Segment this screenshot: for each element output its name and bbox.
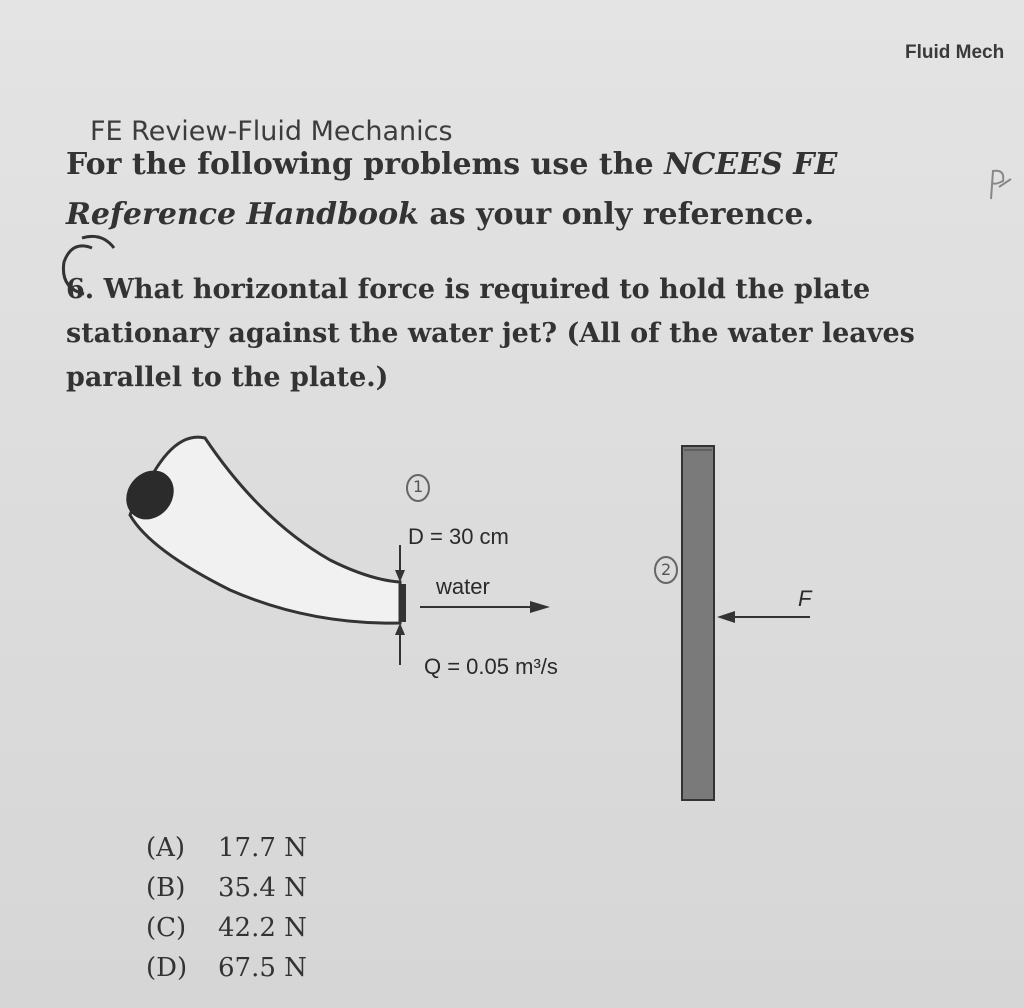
- question-number: 6.: [66, 274, 95, 305]
- answer-d-value: 67.5 N: [218, 953, 307, 983]
- answer-a-value: 17.7 N: [218, 833, 307, 863]
- instructions-ncees: NCEES FE: [664, 147, 838, 182]
- jet-plate-diagram: [110, 420, 870, 820]
- answer-c-value: 42.2 N: [218, 913, 307, 943]
- answer-choices: [146, 828, 307, 988]
- force-label: F: [798, 586, 812, 611]
- instructions-suffix: as your only reference.: [418, 197, 815, 232]
- plate: [682, 446, 714, 800]
- force-arrow: [717, 611, 810, 623]
- answer-c-letter: (C): [146, 913, 187, 943]
- fluid-label: water: [436, 574, 490, 599]
- diameter-label: D = 30 cm: [408, 524, 509, 549]
- nozzle: [116, 437, 406, 623]
- answer-c[interactable]: [146, 908, 307, 948]
- answer-d-letter: (D): [146, 953, 188, 983]
- question-text: What horizontal force is required to hold the plate stationary against the water jet? (All of the water leaves parallel to the plate.): [66, 274, 915, 393]
- answer-b[interactable]: [146, 868, 307, 908]
- answer-b-letter: (B): [146, 873, 186, 903]
- flow-rate-label: Q = 0.05 m³/s: [424, 654, 558, 679]
- point-2-label: 2: [661, 560, 672, 579]
- overlay-title: FE Review-Fluid Mechanics: [90, 116, 453, 147]
- answer-b-value: 35.4 N: [218, 873, 307, 903]
- jet-flow-arrow: [420, 601, 550, 613]
- question: [66, 268, 946, 400]
- answer-a[interactable]: [146, 828, 307, 868]
- answer-d[interactable]: [146, 948, 307, 988]
- page-header-title: Fluid Mech: [905, 42, 1005, 63]
- answer-a-letter: (A): [146, 833, 186, 863]
- handwritten-mark-icon: [985, 165, 1015, 205]
- instructions-prefix: For the following problems use the: [66, 147, 665, 182]
- point-1-label: 1: [413, 477, 424, 496]
- instructions-handbook: Reference Handbook: [66, 197, 419, 232]
- instructions: [66, 140, 966, 240]
